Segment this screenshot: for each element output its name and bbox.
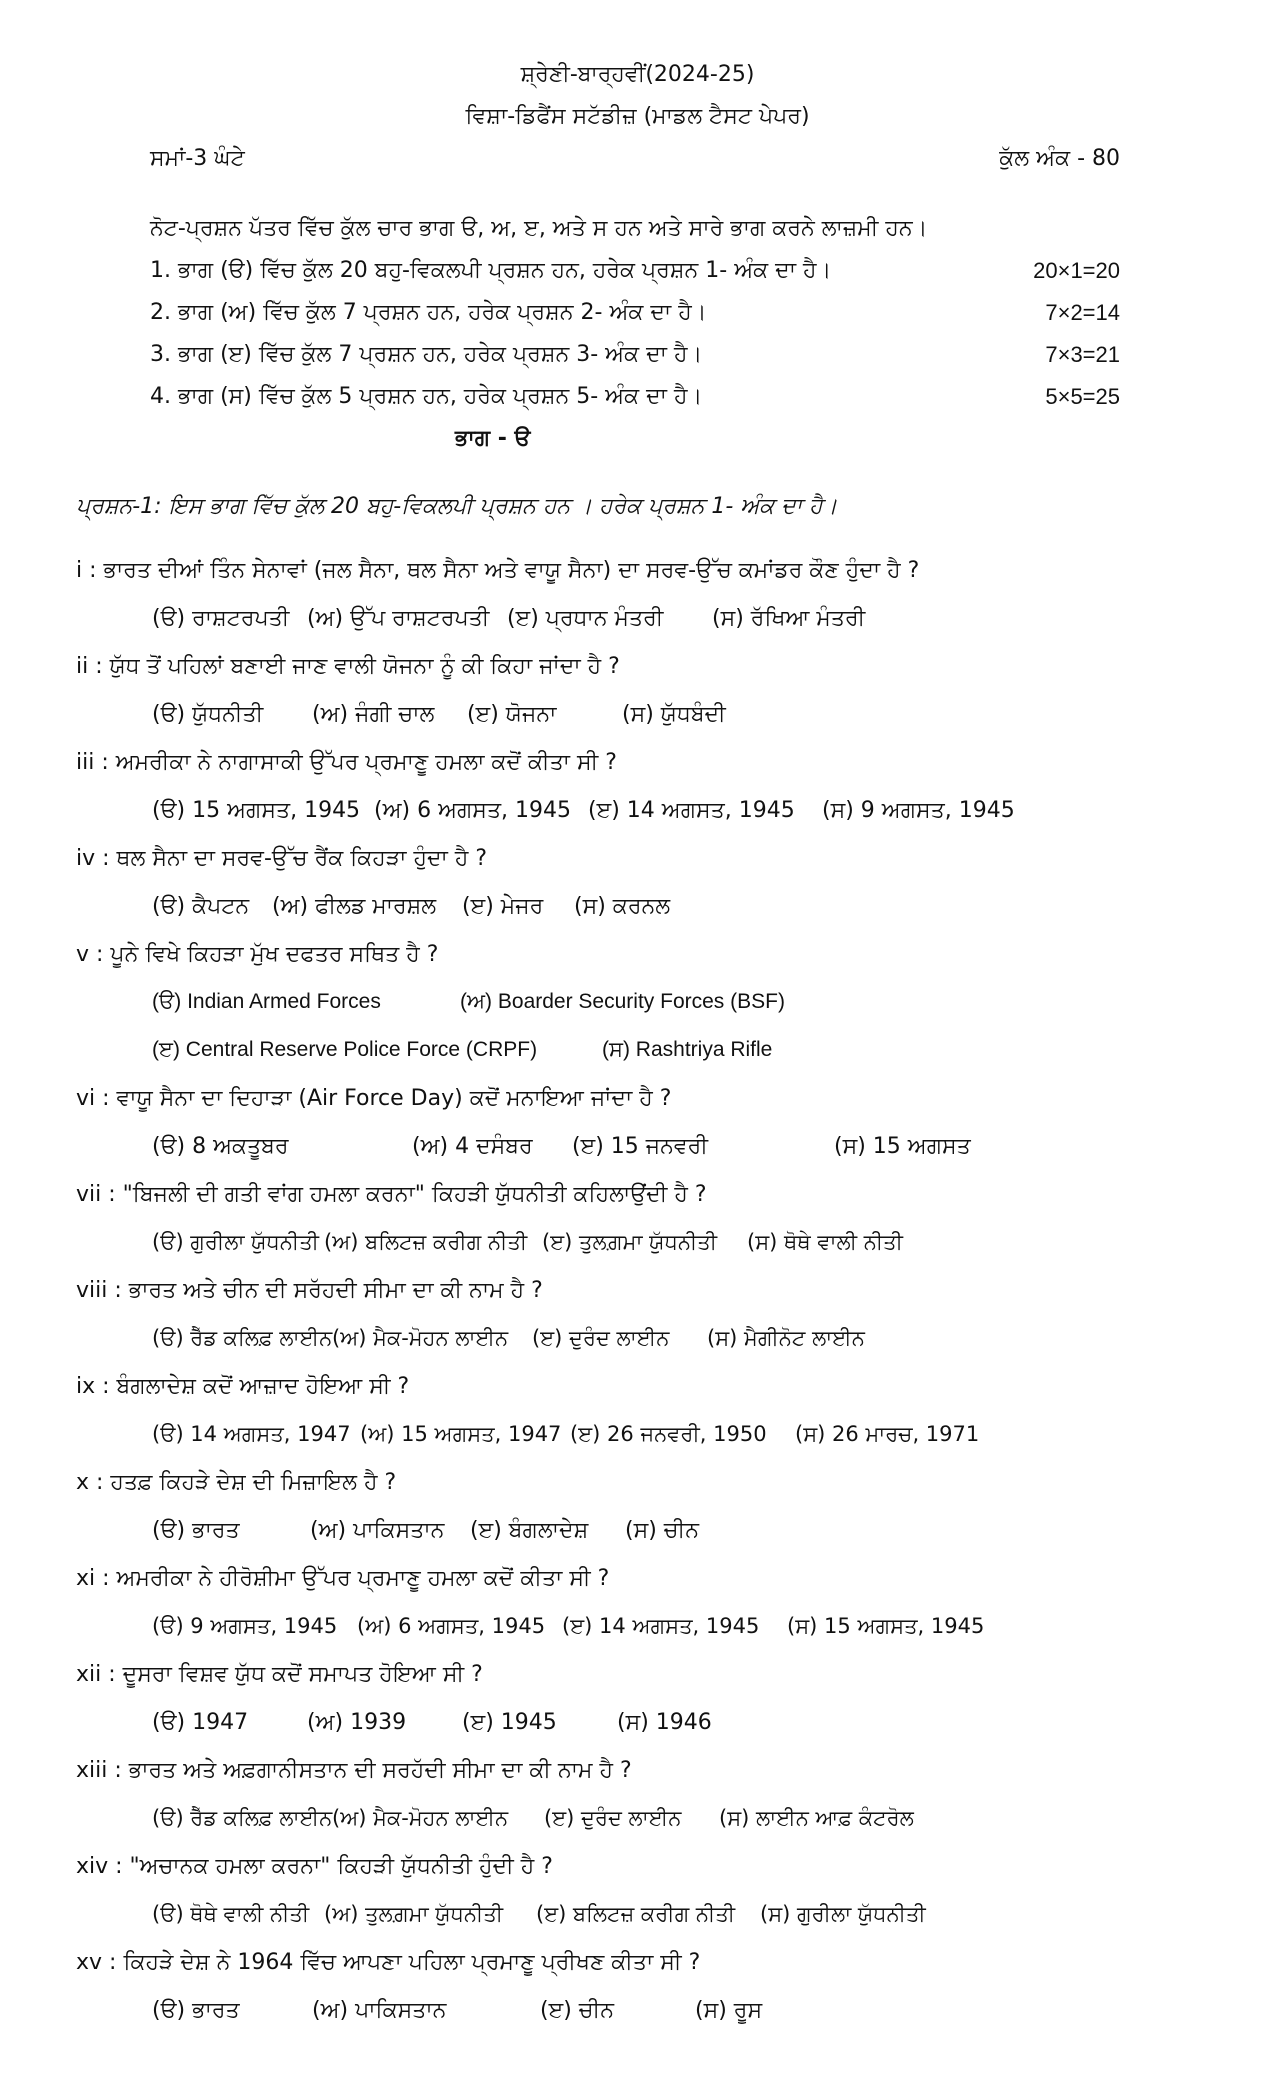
instruction-line: 4. ਭਾਗ (ਸ) ਵਿੱਚ ਕੁੱਲ 5 ਪ੍ਰਸ਼ਨ ਹਨ, ਹਰੇਕ ਪ੍ਰਸ਼ਨ 5- ਅੰਕ ਦਾ ਹੈ।	[150, 384, 703, 409]
question-options	[152, 1518, 699, 1543]
option: (ੲ) ਦੁਰੰਦ ਲਾਈਨ	[532, 1326, 670, 1350]
option: (ੳ) 8 ਅਕਤੂਬਰ	[152, 1134, 289, 1159]
question-options	[152, 894, 670, 919]
option: (ੳ) 15 ਅਗਸਤ, 1945	[152, 798, 361, 823]
instruction-marks: 7×2=14	[1045, 300, 1120, 325]
question-options	[152, 1806, 914, 1831]
option: (ਸ) ਚੀਨ	[625, 1518, 700, 1543]
option: (ਅ) ਤੁਲਗ਼ਮਾ ਯੁੱਧਨੀਤੀ	[324, 1902, 504, 1926]
question-intro: ਪ੍ਰਸ਼ਨ-1: ਇਸ ਭਾਗ ਵਿੱਚ ਕੁੱਲ 20 ਬਹੁ-ਵਿਕਲਪੀ ਪ੍ਰਸ਼ਨ ਹਨ । ਹਰੇਕ ਪ੍ਰਸ਼ਨ 1- ਅੰਕ ਦਾ ਹੈ।	[76, 494, 838, 519]
option: (ਸ) Rashtriya Rifle	[602, 1038, 773, 1061]
instructions-note: ਨੋਟ-ਪ੍ਰਸ਼ਨ ਪੱਤਰ ਵਿੱਚ ਕੁੱਲ ਚਾਰ ਭਾਗ ੳ, ਅ, ੲ, ਅਤੇ ਸ ਹਨ ਅਤੇ ਸਾਰੇ ਭਾਗ ਕਰਨੇ ਲਾਜ਼ਮੀ ਹਨ।	[150, 216, 928, 241]
option: (ਅ) ਫੀਲਡ ਮਾਰਸ਼ਲ	[272, 894, 437, 919]
option: (ਸ) ਕਰਨਲ	[574, 894, 671, 919]
option: (ੳ) ਰੈੱਡ ਕਲਿਫ਼ ਲਾਈਨ	[152, 1806, 333, 1830]
option: (ੳ) 9 ਅਗਸਤ, 1945	[152, 1614, 338, 1638]
option: (ੳ) ਰਾਸ਼ਟਰਪਤੀ	[152, 606, 290, 631]
option: (ਸ) ਥੋਥੇ ਵਾਲੀ ਨੀਤੀ	[747, 1230, 903, 1254]
option: (ਅ) 15 ਅਗਸਤ, 1947	[360, 1422, 562, 1446]
question-options	[152, 1230, 903, 1255]
option: (ੳ) ਗੁਰੀਲਾ ਯੁੱਧਨੀਤੀ	[152, 1230, 319, 1254]
question-options	[152, 1134, 971, 1159]
option: (ਸ) 15 ਅਗਸਤ, 1945	[787, 1614, 985, 1638]
option: (ਅ) 4 ਦਸੰਬਰ	[412, 1134, 533, 1159]
total-marks-label: ਕੁੱਲ ਅੰਕ - 80	[999, 146, 1120, 171]
option: (ੲ) 1945	[462, 1710, 557, 1735]
option: (ੳ) ਥੋਥੇ ਵਾਲੀ ਨੀਤੀ	[152, 1902, 310, 1926]
option: (ੲ) ਬਲਿਟਜ਼ ਕਰੀਗ ਨੀਤੀ	[536, 1902, 736, 1926]
instruction-line: 3. ਭਾਗ (ੲ) ਵਿੱਚ ਕੁੱਲ 7 ਪ੍ਰਸ਼ਨ ਹਨ, ਹਰੇਕ ਪ੍ਰਸ਼ਨ 3- ਅੰਕ ਦਾ ਹੈ।	[150, 342, 703, 367]
option: (ੲ) ਚੀਨ	[540, 1998, 615, 2023]
option: (ੳ) ਰੈੱਡ ਕਲਿਫ਼ ਲਾਈਨ	[152, 1326, 333, 1350]
question-text: v : ਪੂਨੇ ਵਿਖੇ ਕਿਹੜਾ ਮੁੱਖ ਦਫਤਰ ਸਥਿਤ ਹੈ ?	[76, 942, 439, 967]
question-text: iii : ਅਮਰੀਕਾ ਨੇ ਨਾਗਾਸਾਕੀ ਉੱਪਰ ਪ੍ਰਮਾਣੂ ਹਮਲਾ ਕਦੋਂ ਕੀਤਾ ਸੀ ?	[76, 750, 617, 775]
option: (ਸ) ਯੁੱਧਬੰਦੀ	[622, 702, 726, 727]
option: (ੲ) 15 ਜਨਵਰੀ	[572, 1134, 708, 1159]
option: (ਅ) ਪਾਕਿਸਤਾਨ	[310, 1518, 445, 1543]
option: (ਅ) ਉੱਪ ਰਾਸ਼ਟਰਪਤੀ	[307, 606, 490, 631]
option: (ਅ) ਮੈਕ-ਮੋਹਨ ਲਾਈਨ	[332, 1326, 509, 1350]
option: (ੲ) ਤੁਲਗ਼ਮਾ ਯੁੱਧਨੀਤੀ	[542, 1230, 718, 1254]
option: (ਸ) 26 ਮਾਰਚ, 1971	[795, 1422, 980, 1446]
class-line: ਸ਼੍ਰੇਣੀ-ਬਾਰ੍ਹਵੀਂ(2024-25)	[520, 62, 755, 87]
question-text: xiii : ਭਾਰਤ ਅਤੇ ਅਫ਼ਗਾਨੀਸਤਾਨ ਦੀ ਸਰਹੱਦੀ ਸੀਮਾ ਦਾ ਕੀ ਨਾਮ ਹੈ ?	[76, 1758, 632, 1783]
option: (ਅ) ਜੰਗੀ ਚਾਲ	[312, 702, 435, 727]
option: (ਸ) ਗੁਰੀਲਾ ਯੁੱਧਨੀਤੀ	[760, 1902, 926, 1926]
option: (ੳ) ਯੁੱਧਨੀਤੀ	[152, 702, 264, 727]
option: (ਅ) ਮੈਕ-ਮੋਹਨ ਲਾਈਨ	[332, 1806, 509, 1830]
option: (ੳ) ਭਾਰਤ	[152, 1998, 240, 2023]
option: (ਅ) 1939	[307, 1710, 407, 1735]
question-options	[152, 1710, 712, 1735]
question-options	[152, 1422, 979, 1447]
option: (ਅ) ਪਾਕਿਸਤਾਨ	[312, 1998, 447, 2023]
section-title: ਭਾਗ - ੳ	[455, 426, 531, 451]
question-options	[152, 1326, 865, 1351]
option: (ੳ) 1947	[152, 1710, 249, 1735]
option: (ੲ) ਮੇਜਰ	[462, 894, 544, 919]
option: (ਸ) 9 ਅਗਸਤ, 1945	[822, 798, 1015, 823]
question-options	[152, 606, 865, 631]
option: (ੳ) Indian Armed Forces	[152, 990, 381, 1013]
option: (ੲ) ਪ੍ਰਧਾਨ ਮੰਤਰੀ	[507, 606, 664, 631]
question-options	[152, 1614, 984, 1639]
option: (ੲ) 26 ਜਨਵਰੀ, 1950	[570, 1422, 767, 1446]
question-text: vi : ਵਾਯੂ ਸੈਨਾ ਦਾ ਦਿਹਾੜਾ (Air Force Day) ਕਦੋਂ ਮਨਾਇਆ ਜਾਂਦਾ ਹੈ ?	[76, 1086, 672, 1111]
question-text: x : ਹਤਫ਼ ਕਿਹੜੇ ਦੇਸ਼ ਦੀ ਮਿਜ਼ਾਇਲ ਹੈ ?	[76, 1470, 397, 1495]
question-text: iv : ਥਲ ਸੈਨਾ ਦਾ ਸਰਵ-ਉੱਚ ਰੈਂਕ ਕਿਹੜਾ ਹੁੰਦਾ ਹੈ ?	[76, 846, 488, 871]
option: (ੳ) ਭਾਰਤ	[152, 1518, 240, 1543]
question-text: xi : ਅਮਰੀਕਾ ਨੇ ਹੀਰੋਸ਼ੀਮਾ ਉੱਪਰ ਪ੍ਰਮਾਣੂ ਹਮਲਾ ਕਦੋਂ ਕੀਤਾ ਸੀ ?	[76, 1566, 610, 1591]
option: (ੳ) ਕੈਪਟਨ	[152, 894, 250, 919]
option: (ਸ) 1946	[617, 1710, 712, 1735]
instruction-marks: 7×3=21	[1045, 342, 1120, 367]
option: (ੲ) 14 ਅਗਸਤ, 1945	[588, 798, 795, 823]
option: (ੲ) ਬੰਗਲਾਦੇਸ਼	[470, 1518, 589, 1543]
option: (ੲ) ਯੋਜਨਾ	[467, 702, 557, 727]
question-text: xii : ਦੂਸਰਾ ਵਿਸ਼ਵ ਯੁੱਧ ਕਦੋਂ ਸਮਾਪਤ ਹੋਇਆ ਸੀ ?	[76, 1662, 483, 1687]
option: (ਅ) 6 ਅਗਸਤ, 1945	[374, 798, 572, 823]
time-label: ਸਮਾਂ-3 ਘੰਟੇ	[150, 146, 245, 171]
option: (ੳ) 14 ਅਗਸਤ, 1947	[152, 1422, 351, 1446]
instruction-line: 2. ਭਾਗ (ਅ) ਵਿੱਚ ਕੁੱਲ 7 ਪ੍ਰਸ਼ਨ ਹਨ, ਹਰੇਕ ਪ੍ਰਸ਼ਨ 2- ਅੰਕ ਦਾ ਹੈ।	[150, 300, 707, 325]
instruction-line: 1. ਭਾਗ (ੳ) ਵਿੱਚ ਕੁੱਲ 20 ਬਹੁ-ਵਿਕਲਪੀ ਪ੍ਰਸ਼ਨ ਹਨ, ਹਰੇਕ ਪ੍ਰਸ਼ਨ 1- ਅੰਕ ਦਾ ਹੈ।	[150, 258, 832, 283]
option: (ਅ) 6 ਅਗਸਤ, 1945	[357, 1614, 546, 1638]
option: (ਸ) ਲਾਈਨ ਆਫ਼ ਕੰਟਰੋਲ	[719, 1806, 914, 1830]
option: (ੲ) ਦੁਰੰਦ ਲਾਈਨ	[544, 1806, 682, 1830]
question-options	[152, 990, 785, 1014]
option: (ਅ) Boarder Security Forces (BSF)	[460, 990, 785, 1013]
question-text: ii : ਯੁੱਧ ਤੋਂ ਪਹਿਲਾਂ ਬਣਾਈ ਜਾਣ ਵਾਲੀ ਯੋਜਨਾ ਨੂੰ ਕੀ ਕਿਹਾ ਜਾਂਦਾ ਹੈ ?	[76, 654, 620, 679]
question-text: ix : ਬੰਗਲਾਦੇਸ਼ ਕਦੋਂ ਆਜ਼ਾਦ ਹੋਇਆ ਸੀ ?	[76, 1374, 410, 1399]
option: (ੲ) Central Reserve Police Force (CRPF)	[152, 1038, 538, 1061]
question-options	[152, 1902, 926, 1927]
question-options	[152, 1998, 762, 2023]
question-options	[152, 798, 1015, 823]
option: (ਸ) ਰੂਸ	[695, 1998, 763, 2023]
question-text: xv : ਕਿਹੜੇ ਦੇਸ਼ ਨੇ 1964 ਵਿੱਚ ਆਪਣਾ ਪਹਿਲਾ ਪ੍ਰਮਾਣੂ ਪ੍ਰੀਖਣ ਕੀਤਾ ਸੀ ?	[76, 1950, 701, 1975]
option: (ੲ) 14 ਅਗਸਤ, 1945	[562, 1614, 760, 1638]
question-text: vii : "ਬਿਜਲੀ ਦੀ ਗਤੀ ਵਾਂਗ ਹਮਲਾ ਕਰਨਾ" ਕਿਹੜੀ ਯੁੱਧਨੀਤੀ ਕਹਿਲਾਉਂਦੀ ਹੈ ?	[76, 1182, 707, 1207]
question-options	[152, 1038, 772, 1062]
option: (ਸ) 15 ਅਗਸਤ	[834, 1134, 971, 1159]
question-text: viii : ਭਾਰਤ ਅਤੇ ਚੀਨ ਦੀ ਸਰੱਹਦੀ ਸੀਮਾ ਦਾ ਕੀ ਨਾਮ ਹੈ ?	[76, 1278, 543, 1303]
question-text: xiv : "ਅਚਾਨਕ ਹਮਲਾ ਕਰਨਾ" ਕਿਹੜੀ ਯੁੱਧਨੀਤੀ ਹੁੰਦੀ ਹੈ ?	[76, 1854, 553, 1879]
question-options	[152, 702, 726, 727]
instruction-marks: 20×1=20	[1033, 258, 1120, 283]
question-text: i : ਭਾਰਤ ਦੀਆਂ ਤਿੰਨ ਸੇਨਾਵਾਂ (ਜਲ ਸੈਨਾ, ਥਲ ਸੈਨਾ ਅਤੇ ਵਾਯੂ ਸੈਨਾ) ਦਾ ਸਰਵ-ਉੱਚ ਕਮਾਂਡਰ ਕੌਣ ਹੁੰਦਾ ਹੈ ?	[76, 558, 920, 583]
option: (ਅ) ਬਲਿਟਜ਼ ਕਰੀਗ ਨੀਤੀ	[324, 1230, 528, 1254]
instruction-marks: 5×5=25	[1045, 384, 1120, 409]
option: (ਸ) ਮੈਗੀਨੋਟ ਲਾਈਨ	[707, 1326, 865, 1350]
option: (ਸ) ਰੱਖਿਆ ਮੰਤਰੀ	[712, 606, 866, 631]
subject-line: ਵਿਸ਼ਾ-ਡਿਫੈਂਸ ਸਟੱਡੀਜ਼ (ਮਾਡਲ ਟੈਸਟ ਪੇਪਰ)	[465, 104, 810, 129]
